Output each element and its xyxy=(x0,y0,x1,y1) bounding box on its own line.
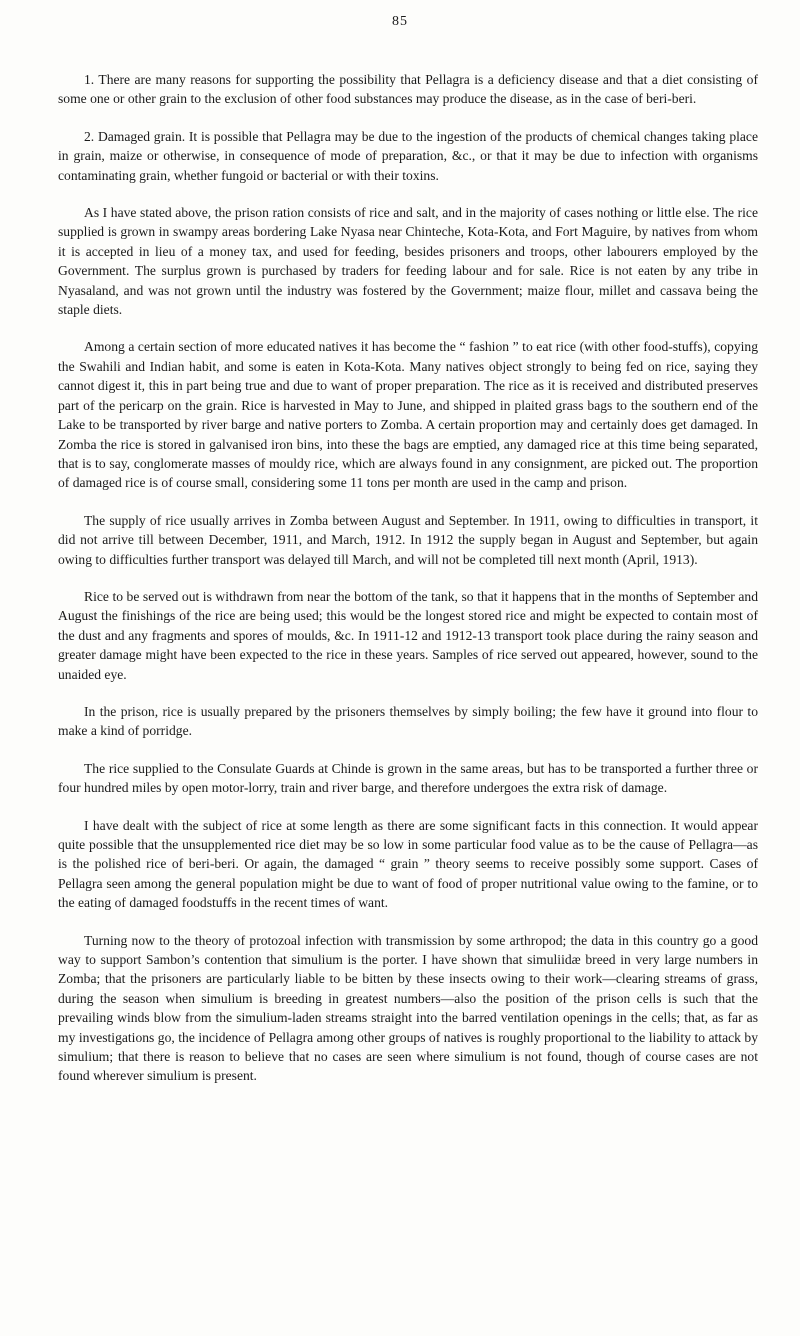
paragraph-2: 2. Damaged grain. It is possible that Pellagra may be due to the ingestion of the products of chemical changes taking place in grain, maize or otherwise, in consequence of mode of preparation, &c., or that it may be due to infection with organisms contaminating grain, whether fungoid or bacterial or with their toxins. xyxy=(58,128,758,183)
paragraph-1: 1. There are many reasons for supporting the possibility that Pellagra is a deficiency disease and that a diet consisting of some one or other grain to the exclusion of other food substances may produce the disease, as in the case of beri-beri. xyxy=(58,72,758,107)
paragraph-6: Rice to be served out is withdrawn from near the bottom of the tank, so that it happens that in the months of September and August the finishings of the rice are being used; this would be the longest stored rice and might be expected to contain most of the dust and any fragments and spores of moulds, &c. In 1911-12 and 1912-13 transport took place during the rainy season and greater damage might have been expected to the rice in these years. Samples of rice served out appeared, however, sound to the unaided eye. xyxy=(58,588,758,682)
paragraph-4: Among a certain section of more educated natives it has become the “ fashion ” to eat rice (with other food-stuffs), copying the Swahili and Indian habit, and some is eaten in Kota-Kota. Many natives object strongly to being fed on rice, saying they cannot digest it, this in part being true and due to want of proper preparation. The rice as it is received and distributed preserves part of the pericarp on the grain. Rice is harvested in May to June, and shipped in plaited grass bags to the southern end of the Lake to be transported by river barge and native porters to Zomba. A certain proportion may and certainly does get damaged. In Zomba the rice is stored in galvanised iron bins, into these the bags are emptied, any damaged rice at this time being separated, that is to say, conglomerate masses of mouldy rice, which are always found in any consignment, are picked out. The proportion of damaged rice is of course small, considering some 11 tons per month are used in the camp and prison. xyxy=(58,339,758,491)
page-number: 85 xyxy=(392,14,408,29)
paragraph-5: The supply of rice usually arrives in Zomba between August and September. In 1911, owing to difficulties in transport, it did not arrive till between December, 1911, and March, 1912. In 1912 the supply began in August and September, but again owing to difficulties further transport was delayed till March, and will not be completed till next month (April, 1913). xyxy=(58,512,758,567)
paragraph-8: The rice supplied to the Consulate Guards at Chinde is grown in the same areas, but has to be transported a further three or four hundred miles by open motor-lorry, train and river barge, and therefore undergoes the extra risk of damage. xyxy=(58,760,758,796)
paragraph-3: As I have stated above, the prison ration consists of rice and salt, and in the majority of cases nothing or little else. The rice supplied is grown in swampy areas bordering Lake Nyasa near Chinteche, Kota-Kota, and Fort Maguire, by natives from whom it is accepted in lieu of a money tax, and used for feeding, besides prisoners and troops, other labourers employed by the Government. The surplus grown is purchased by traders for feeding labour and for sale. Rice is not eaten by any tribe in Nyasaland, and was not grown until the industry was fostered by the Government; maize flour, millet and cassava being the staple diets. xyxy=(58,205,758,318)
paragraph-7: In the prison, rice is usually prepared by the prisoners themselves by simply boiling; the few have it ground into flour to make a kind of porridge. xyxy=(58,703,758,739)
paragraph-9: I have dealt with the subject of rice at some length as there are some significant facts in this connection. It would appear quite possible that the unsupplemented rice diet may be so low in some particular food value as to be the cause of Pellagra—as is the polished rice of beri-beri. Or again, the damaged “ grain ” theory seems to receive possibly some support. Cases of Pellagra seen among the general population might be due to want of food of proper nutritional value owing to the famine, or to the eating of damaged foodstuffs in the recent times of want. xyxy=(58,817,758,911)
body-text xyxy=(58,70,758,1104)
paragraph-10: Turning now to the theory of protozoal infection with transmission by some arthropod; the data in this country go a good way to support Sambon’s contention that simulium is the porter. I have shown that simuliidæ breed in very large numbers in Zomba; that the prisoners are particularly liable to be bitten by these insects owing to their work—clearing streams of grass, during the season when simulium is breeding in greatest numbers—also the position of the prison cells is such that the prevailing winds blow from the simulium-laden streams straight into the barred ventilation openings in the cells; that, as far as my investigations go, the incidence of Pellagra among other groups of natives is roughly proportional to the liability to attack by simulium; that there is reason to believe that no cases are seen where simulium is not found, though of course cases are not found wherever simulium is present. xyxy=(58,932,758,1084)
